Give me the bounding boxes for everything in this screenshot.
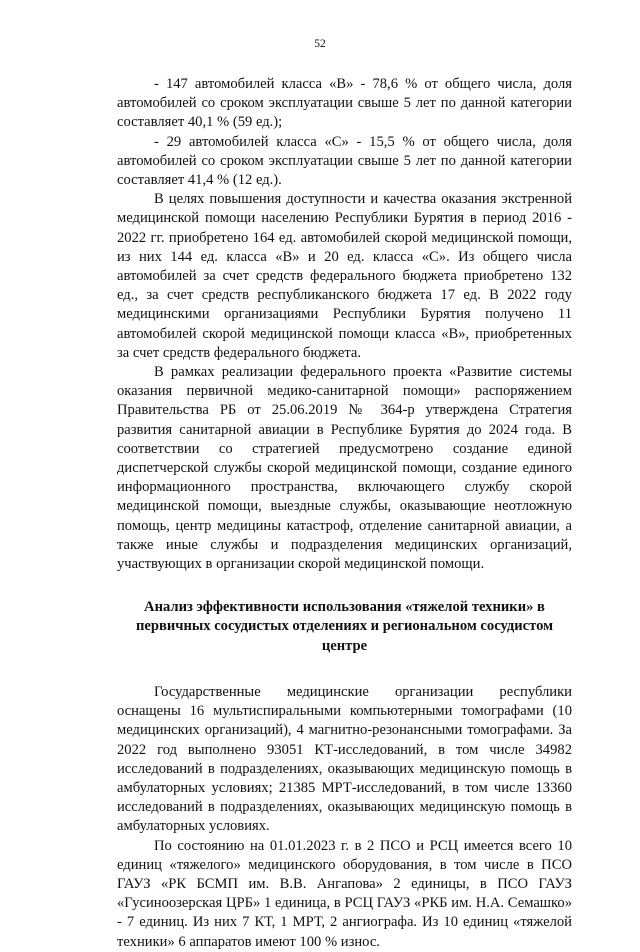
paragraph-ambulance-purchases: В целях повышения доступности и качества оказания экстренной медицинской помощи населению Республики Бурятия в период 2016 - 2022 гг. приобретено 164 ед. автомобилей скорой медицинской помощи, из них 144 ед. класса «В» и 20 ед. класса «С». Из общего числа автомобилей за счет средств федерального бюджета приобретено 132 ед., за счет средств республиканского бюджета 17 ед. В 2022 году медицинскими организациями Республики Бурятия получено 11 автомобилей скорой медицинской помощи класса «В», приобретенных за счет средств федерального бюджета. bbox=[117, 191, 572, 361]
paragraph-class-b-vehicles: - 147 автомобилей класса «В» - 78,6 % от общего числа, доля автомобилей со сроком эксплуатации свыше 5 лет по данной категории составляет 40,1 % (59 ед.); bbox=[117, 76, 572, 131]
section-heading: Анализ эффективности использования «тяжелой техники» в первичных сосудистых отделениях и региональном сосудистом центре bbox=[135, 599, 554, 654]
paragraph-sanitary-aviation-strategy: В рамках реализации федерального проекта «Развитие системы оказания первичной медико-санитарной помощи» распоряжением Правительства РБ от 25.06.2019 № 364-р утверждена Стратегия развития санитарной авиации в Республике Бурятия до 2024 года. В соответствии со стратегией предусмотрено создание единой диспетчерской службы скорой медицинской помощи, создание единого информационного пространства, включающего службу скорой медицинской помощи, выездные службы, оказывающие неотложную помощь, центр медицины катастроф, отделение санитарной авиации, а также иные службы и подразделения медицинских организаций, участвующих в организации скорой медицинской помощи. bbox=[117, 364, 572, 573]
page-number: 52 bbox=[314, 38, 326, 50]
paragraph-heavy-equipment: По состоянию на 01.01.2023 г. в 2 ПСО и РСЦ имеется всего 10 единиц «тяжелого» медицинского оборудования, в том числе в ПСО ГАУЗ «РК БСМП им. В.В. Ангапова» 2 единицы, в ПСО ГАУЗ «Гусиноозерская ЦРБ» 1 единица, в РСЦ ГАУЗ «РКБ им. Н.А. Семашко» - 7 единиц. Из них 7 КТ, 1 МРТ, 2 ангиографа. Из 10 единиц «тяжелой техники» 6 аппаратов имеют 100 % износ. bbox=[117, 837, 572, 950]
paragraph-tomographs: Государственные медицинские организации республики оснащены 16 мультиспиральными компьютерными томографами (10 медицинских организаций), 4 магнитно-резонансными томографами. За 2022 год выполнено 93051 КТ-исследований, в том числе 34982 исследований в подразделениях, оказывающих медицинскую помощь в амбулаторных условиях; 21385 МРТ-исследований, в том числе 13360 исследований в подразделениях, оказывающих медицинскую помощь в амбулаторных условиях. bbox=[117, 683, 572, 835]
paragraph-class-c-vehicles: - 29 автомобилей класса «С» - 15,5 % от общего числа, доля автомобилей со сроком эксплуатации свыше 5 лет по данной категории составляет 41,4 % (12 ед.). bbox=[117, 133, 572, 189]
document-body bbox=[117, 75, 572, 952]
